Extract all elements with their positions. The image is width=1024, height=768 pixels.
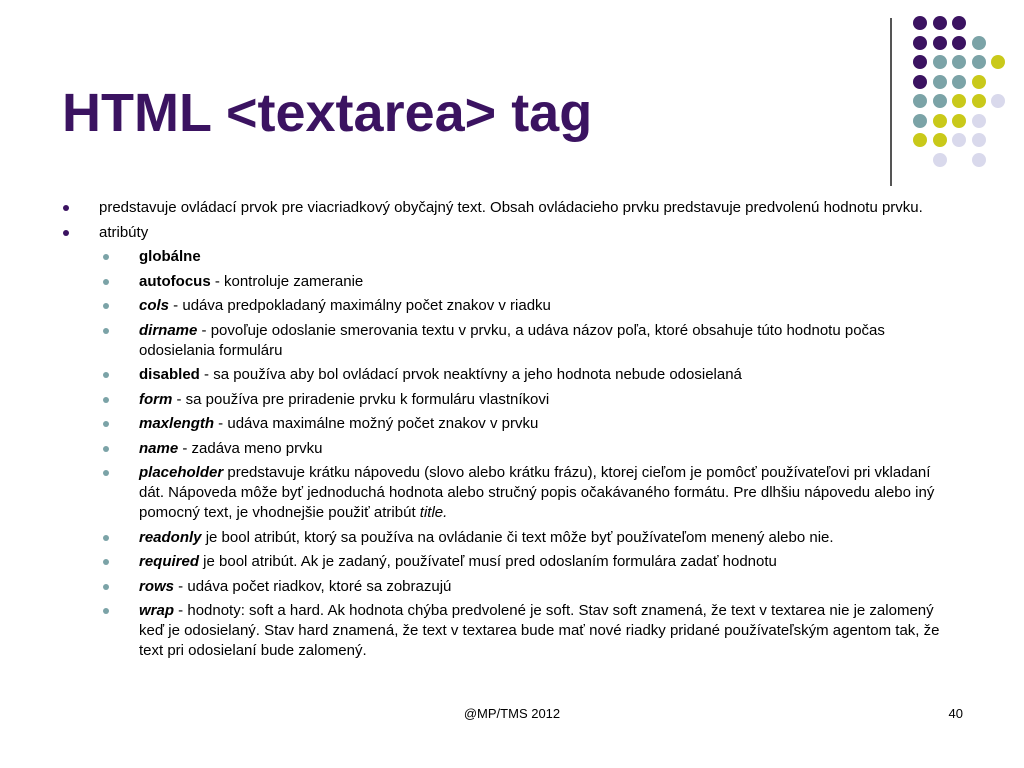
attribute-item-global <box>0 247 1024 267</box>
sub-bullet-dot-icon <box>103 328 109 334</box>
sub-bullet-dot-icon <box>103 279 109 285</box>
decorative-dot <box>913 16 927 30</box>
decorative-dot <box>913 36 927 50</box>
attribute-term: wrap <box>139 602 175 619</box>
decorative-dot <box>952 133 966 147</box>
decorative-dot <box>972 94 986 108</box>
decorative-dot <box>913 114 927 128</box>
decorative-dot <box>952 55 966 69</box>
attribute-item-placeholder <box>0 463 1024 523</box>
attribute-desc: je bool atribút. Ak je zadaný, používateľ musí pred odoslaním formulára zadať hodnotu <box>199 553 777 570</box>
attribute-desc: - kontroluje zameranie <box>210 272 364 290</box>
sub-bullet-dot-icon <box>103 446 109 452</box>
decorative-dot <box>913 133 927 147</box>
attribute-term: autofocus <box>139 272 211 290</box>
attribute-term: globálne <box>139 248 201 265</box>
slide-content <box>0 198 1024 666</box>
decorative-dot <box>933 94 947 108</box>
attribute-item-maxlength <box>0 414 1024 434</box>
sub-bullet-dot-icon <box>103 303 109 309</box>
sub-bullet-dot-icon <box>103 470 109 476</box>
bullet-text: atribúty <box>99 223 149 241</box>
sub-bullet-dot-icon <box>103 397 109 403</box>
decorative-dot <box>933 133 947 147</box>
decorative-dot <box>933 36 947 50</box>
bullet-item-attributes <box>0 223 1024 243</box>
attribute-term: placeholder <box>139 464 224 481</box>
attribute-item-wrap <box>0 601 1024 661</box>
decorative-dot <box>913 55 927 69</box>
decorative-dot <box>933 16 947 30</box>
decorative-dot <box>952 75 966 89</box>
bullet-text: predstavuje ovládací prvok pre viacriadkový obyčajný text. Obsah ovládacieho prvku predstavuje predvolenú hodnotu prvku. <box>99 199 923 216</box>
decorative-dot <box>952 16 966 30</box>
attribute-term: required <box>139 553 200 570</box>
attribute-term: maxlength <box>139 415 215 432</box>
decorative-dot <box>972 114 986 128</box>
attribute-item-name <box>0 439 1024 459</box>
attribute-desc: predstavuje krátku nápovedu (slovo alebo krátku frázu), ktorej cieľom je pomôcť používateľovi pri vkladaní dát. Nápoveda môže byť jednoduchá hodnota alebo stručný popis očakávaného formátu. Pre dlhšiu nápovedu alebo iný pomocný text, je vhodnejšie použiť atribút <box>139 464 935 521</box>
decorative-dot <box>952 36 966 50</box>
decorative-dot <box>952 94 966 108</box>
attribute-item-rows <box>0 577 1024 597</box>
decorative-dot <box>972 55 986 69</box>
attribute-desc: - sa používa aby bol ovládací prvok neaktívny a jeho hodnota nebude odosielaná <box>199 366 742 383</box>
decorative-dot <box>991 94 1005 108</box>
sub-bullet-dot-icon <box>103 608 109 614</box>
attribute-desc: - sa používa pre priradenie prvku k formuláru vlastníkovi <box>172 390 550 408</box>
decorative-dot <box>913 75 927 89</box>
decorative-dot <box>972 133 986 147</box>
page-number: 40 <box>948 706 963 721</box>
attribute-term: form <box>139 390 173 408</box>
decorative-dot <box>972 153 986 167</box>
sub-bullet-dot-icon <box>103 421 109 427</box>
attribute-desc-emphasis: title. <box>419 504 448 521</box>
bullet-dot-icon <box>63 230 69 236</box>
sub-bullet-dot-icon <box>103 372 109 378</box>
attribute-desc: - udáva maximálne možný počet znakov v prvku <box>214 415 539 432</box>
decorative-dot <box>972 36 986 50</box>
sub-bullet-dot-icon <box>103 559 109 565</box>
sub-bullet-dot-icon <box>103 254 109 260</box>
decorative-dot <box>933 114 947 128</box>
attribute-item-readonly <box>0 528 1024 548</box>
attribute-desc: - udáva predpokladaný maximálny počet znakov v riadku <box>169 297 551 314</box>
bullet-dot-icon <box>63 205 69 211</box>
attribute-item-autofocus <box>0 272 1024 292</box>
decorative-dot <box>972 75 986 89</box>
decorative-dot <box>933 55 947 69</box>
decorative-dot <box>991 55 1005 69</box>
sub-bullet-dot-icon <box>103 584 109 590</box>
attribute-term: disabled <box>139 366 200 383</box>
decorative-dot <box>933 75 947 89</box>
attribute-desc: - povoľuje odoslanie smerovania textu v prvku, a udáva názov poľa, ktoré obsahuje túto hodnotu počas odosielania formuláru <box>139 321 885 359</box>
slide-title: HTML <textarea> tag <box>62 83 593 143</box>
attribute-item-dirname <box>0 321 1024 361</box>
attribute-item-form <box>0 390 1024 410</box>
attribute-item-required <box>0 552 1024 572</box>
attribute-desc: - hodnoty: soft a hard. Ak hodnota chýba predvolené je soft. Stav soft znamená, že text v textarea nie je zalomený keď je odosielaný. Stav hard znamená, že text v textarea bude mať nové riadky pridané používateľským agentom tak, že text pri odosielaní bude zalomený. <box>139 602 940 659</box>
decorative-dot <box>952 114 966 128</box>
footer-copyright: @MP/TMS 2012 <box>463 706 561 721</box>
attribute-term: rows <box>139 577 175 595</box>
attribute-term: cols <box>139 297 170 314</box>
decorative-dot <box>913 94 927 108</box>
attribute-term: readonly <box>139 528 202 546</box>
attribute-item-disabled <box>0 365 1024 385</box>
bullet-item-description <box>0 198 1024 218</box>
vertical-divider <box>890 18 892 186</box>
attribute-desc: je bool atribút, ktorý sa používa na ovládanie či text môže byť používateľom menený alebo nie. <box>201 528 834 546</box>
decorative-dot <box>933 153 947 167</box>
attribute-term: name <box>139 439 179 457</box>
attribute-item-cols <box>0 296 1024 316</box>
sub-bullet-dot-icon <box>103 535 109 541</box>
attribute-term: dirname <box>139 321 198 339</box>
attribute-desc: - zadáva meno prvku <box>178 439 323 457</box>
attribute-desc: - udáva počet riadkov, ktoré sa zobrazujú <box>174 577 452 595</box>
